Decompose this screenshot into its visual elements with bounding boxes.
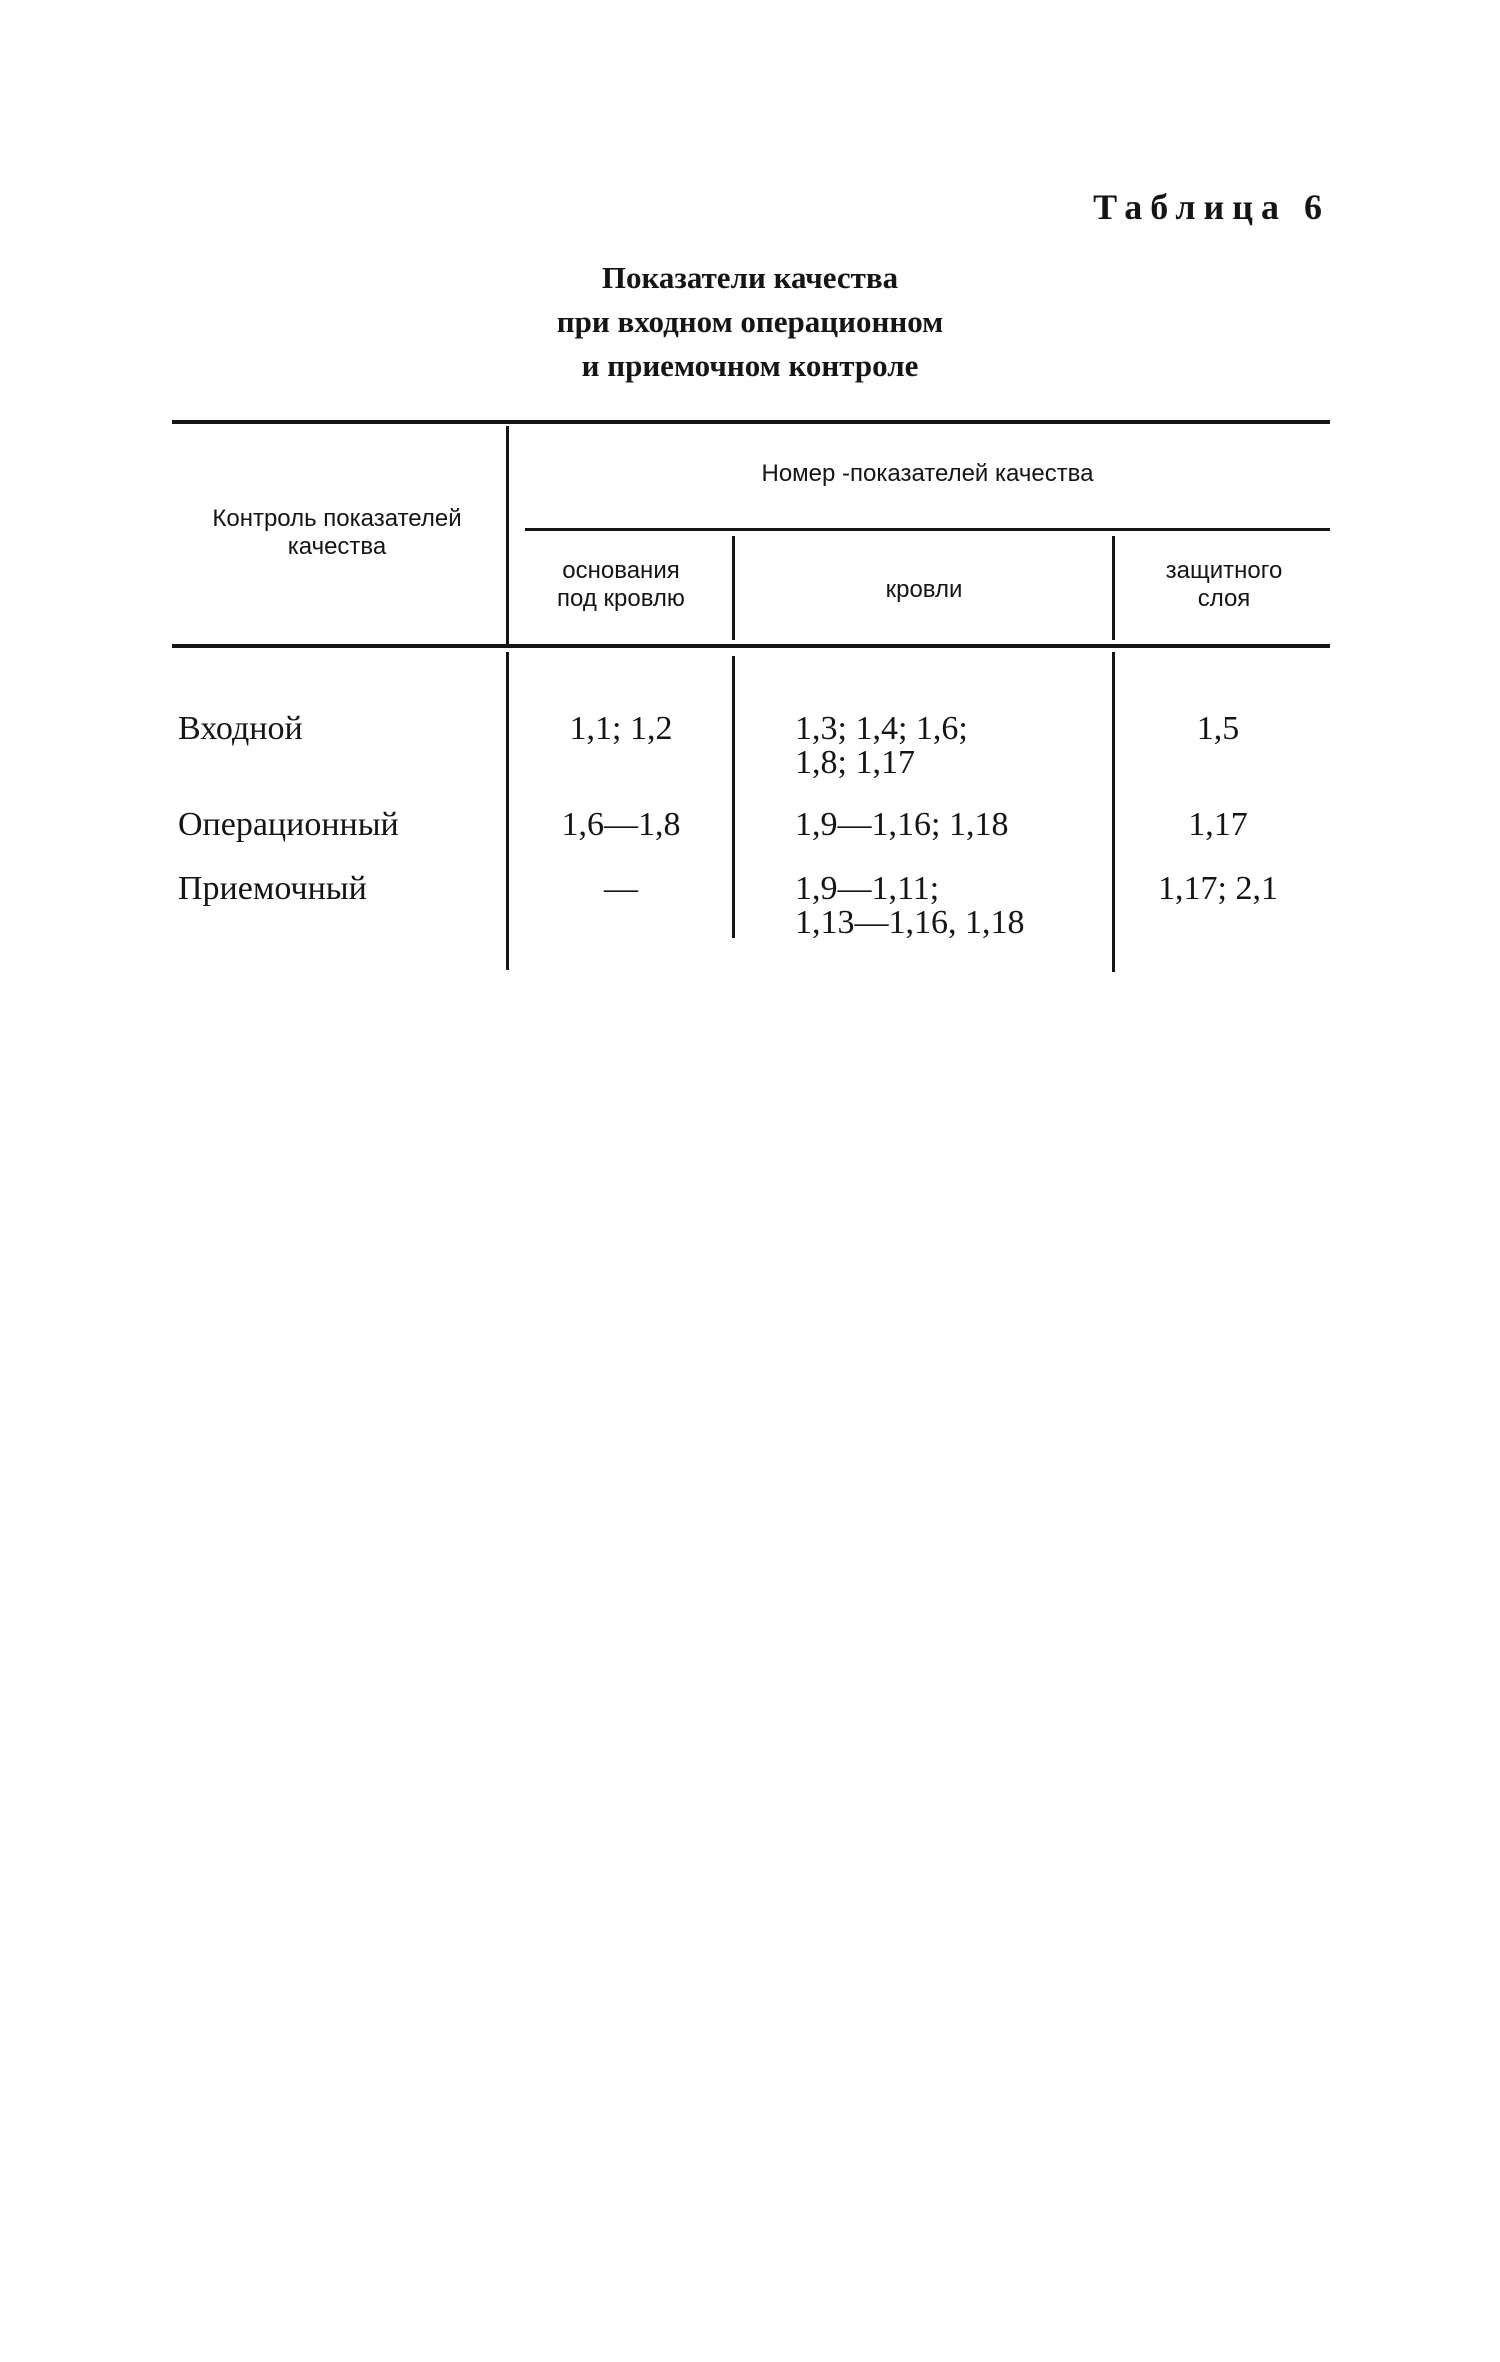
cell-acceptance-roof: [795, 872, 1025, 940]
row-header-divider: [506, 426, 509, 644]
cell-acceptance-roof-line-1: 1,9—1,11;: [795, 870, 940, 907]
col-divider-2: [1112, 536, 1115, 640]
col-header-layer-line-1: защитного: [1165, 557, 1283, 584]
col-divider-2-body: [1112, 652, 1115, 972]
cell-operational-roof: 1,9—1,16; 1,18: [795, 806, 1009, 843]
cell-incoming-roof-line-1: 1,3; 1,4; 1,6;: [795, 710, 968, 747]
caption-line-2: при входном операционном: [556, 304, 944, 339]
col-divider-1: [732, 536, 735, 640]
cell-operational-layer: 1,17: [1188, 806, 1248, 843]
cell-acceptance-layer: 1,17; 2,1: [1158, 870, 1278, 907]
table-caption: [480, 256, 1020, 388]
group-header: Номер -показателей качества: [761, 460, 1094, 487]
cell-acceptance-base: —: [604, 870, 638, 907]
header-bottom-rule: [172, 644, 1330, 648]
row-name-incoming: Входной: [178, 710, 303, 747]
table-top-rule: [172, 420, 1330, 424]
row-header-divider-body: [506, 652, 509, 970]
cell-incoming-roof: [795, 712, 968, 780]
col-header-base-line-1: основания: [562, 557, 680, 584]
caption-line-1: Показатели качества: [601, 260, 899, 295]
col-header-roof: кровли: [885, 576, 963, 603]
col-header-base: [512, 557, 730, 613]
col-header-layer: [1118, 557, 1330, 613]
row-header-line-2: качества: [287, 533, 387, 560]
col-divider-1-body: [732, 656, 735, 938]
row-name-acceptance: Приемочный: [178, 870, 367, 907]
cell-incoming-layer: 1,5: [1196, 710, 1240, 747]
row-header: [172, 505, 502, 561]
row-name-operational: Операционный: [178, 806, 399, 843]
cell-operational-base: 1,6—1,8: [561, 806, 681, 843]
cell-incoming-roof-line-2: 1,8; 1,17: [795, 744, 915, 781]
caption-line-3: и приемочном контроле: [581, 348, 919, 383]
row-header-line-1: Контроль показателей: [212, 505, 462, 532]
cell-incoming-base: 1,1; 1,2: [569, 710, 673, 747]
group-header-rule: [525, 528, 1330, 531]
cell-acceptance-roof-line-2: 1,13—1,16, 1,18: [795, 904, 1025, 941]
table-label: Таблица 6: [1093, 187, 1330, 227]
col-header-layer-line-2: слоя: [1197, 585, 1251, 612]
col-header-base-line-2: под кровлю: [557, 585, 685, 612]
